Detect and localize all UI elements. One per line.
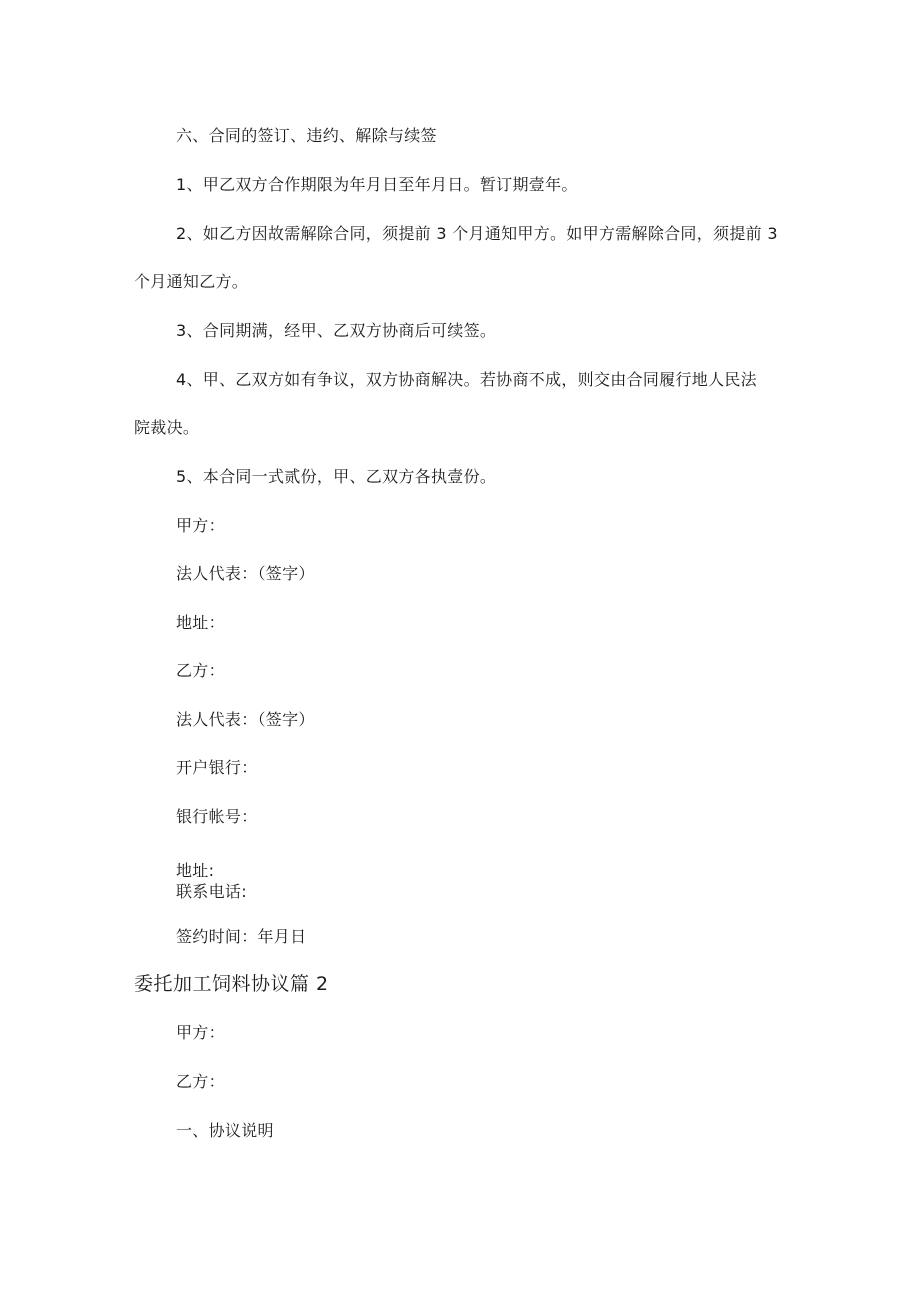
party-b-bank: 开户银行：	[176, 758, 258, 777]
clause-3-renewal: 3、合同期满，经甲、乙双方协商后可续签。	[176, 321, 497, 340]
section-title-contract-terms: 六、合同的签订、违约、解除与续签	[176, 126, 437, 145]
clause-2-termination-line-2: 个月通知乙方。	[134, 272, 249, 291]
agreement-2-heading: 委托加工饲料协议篇 2	[134, 973, 329, 995]
clause-2-termination-line-1: 2、如乙方因故需解除合同，须提前 3 个月通知甲方。如甲方需解除合同，须提前 3	[176, 224, 778, 243]
agreement-2-party-a: 甲方：	[176, 1023, 225, 1042]
agreement-2-section-1-title: 一、协议说明	[176, 1121, 274, 1140]
clause-4-dispute-line-1: 4、甲、乙双方如有争议，双方协商解决。若协商不成，则交由合同履行地人民法	[176, 370, 757, 389]
clause-5-copies: 5、本合同一式贰份，甲、乙双方各执壹份。	[176, 467, 497, 486]
clause-4-dispute-line-2: 院裁决。	[134, 418, 200, 437]
party-b-label: 乙方：	[176, 661, 225, 680]
party-b-representative: 法人代表：（签字）	[176, 710, 315, 729]
party-b-address: 地址:	[176, 861, 215, 880]
signing-date: 签约时间：年月日	[176, 927, 307, 946]
party-a-representative: 法人代表：（签字）	[176, 564, 315, 583]
clause-1-term: 1、甲乙双方合作期限为年月日至年月日。暂订期壹年。	[176, 175, 578, 194]
party-a-label: 甲方：	[176, 516, 225, 535]
party-b-account: 银行帐号：	[176, 807, 258, 826]
agreement-2-party-b: 乙方：	[176, 1072, 225, 1091]
party-b-phone: 联系电话:	[176, 882, 247, 901]
party-a-address: 地址：	[176, 613, 225, 632]
